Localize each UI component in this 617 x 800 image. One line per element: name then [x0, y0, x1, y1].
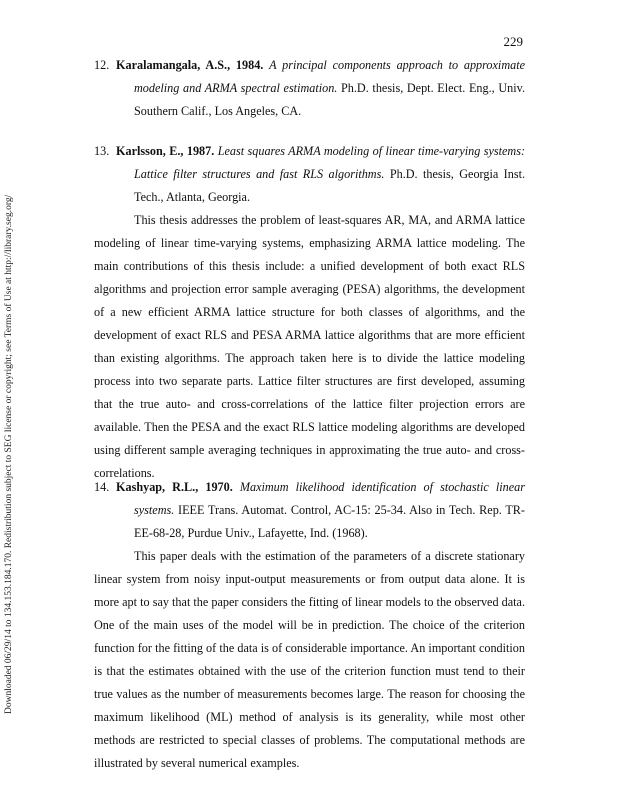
- entry-number: 12.: [94, 58, 110, 72]
- entry-number: 14.: [94, 480, 110, 494]
- entry-title: Least squares ARMA modeling of linear time-varying systems: Lattice filter structures and fast RLS algorithms.: [134, 144, 526, 181]
- citation: [94, 54, 525, 123]
- page-number: 229: [503, 34, 523, 49]
- download-watermark: Downloaded 06/29/14 to 134.153.184.170. Redistribution subject to SEG license or copyright; see Terms of Use at http://library.seg.org/: [4, 194, 14, 714]
- entry-year: 1987.: [186, 144, 215, 158]
- entry-details: Ph.D. thesis, Dept. Elect. Eng., Univ. Southern Calif., Los Angeles, CA.: [134, 81, 525, 118]
- entry-year: 1970.: [205, 480, 233, 494]
- entry-author: Karlsson, E.,: [116, 144, 184, 158]
- entry-number: 13.: [94, 144, 110, 158]
- entry-abstract: This paper deals with the estimation of the parameters of a discrete stationary linear system from noisy input-output measurements or from output data alone. It is more apt to say that the paper considers the fitting of linear models to the observed data. One of the main uses of the model will be in prediction. The choice of the criterion function for the fitting of the data is of considerable importance. An important condition is that the estimates obtained with the use of the criterion function must tend to their true values as the number of measurements becomes large. The reason for choosing the maximum likelihood (ML) method of analysis is its generality, while most other methods are restricted to special classes of problems. The computational methods are illustrated by several numerical examples.: [94, 549, 525, 770]
- reference-entry-12: [94, 54, 525, 123]
- entry-author: Kashyap, R.L.,: [116, 480, 199, 494]
- entry-title: A principal components approach to approximate modeling and ARMA spectral estimation.: [134, 58, 526, 95]
- entry-details: IEEE Trans. Automat. Control, AC-15: 25-34. Also in Tech. Rep. TR-EE-68-28, Purdue Univ., Lafayette, Ind. (1968).: [134, 503, 525, 540]
- entry-abstract: This thesis addresses the problem of least-squares AR, MA, and ARMA lattice modeling of linear time-varying systems, emphasizing ARMA lattice modeling. The main contributions of this thesis include: a unified development of both exact RLS algorithms and projection error sample averaging (PESA) algorithms, the development of a new efficient ARMA lattice structure for both classes of algorithms, and the development of exact RLS and PESA ARMA lattice algorithms that are more efficient than existing algorithms. The approach taken here is to divide the lattice modeling process into two separate parts. Lattice filter structures are first developed, assuming that the true auto- and cross-correlations of the lattice filter projection errors are available. Then the PESA and the exact RLS lattice modeling algorithms are developed using different sample averaging techniques in approximating the true auto- and cross-correlations.: [94, 213, 525, 480]
- reference-entry-13: [94, 140, 525, 485]
- entry-title: Maximum likelihood identification of stochastic linear systems.: [134, 480, 526, 517]
- citation: [94, 140, 525, 209]
- citation: [94, 476, 525, 545]
- entry-details: Ph.D. thesis, Georgia Inst. Tech., Atlanta, Georgia.: [134, 167, 526, 204]
- entry-author: Karalamangala, A.S.,: [116, 58, 231, 72]
- entry-year: 1984.: [235, 58, 264, 72]
- reference-entry-14: [94, 476, 525, 775]
